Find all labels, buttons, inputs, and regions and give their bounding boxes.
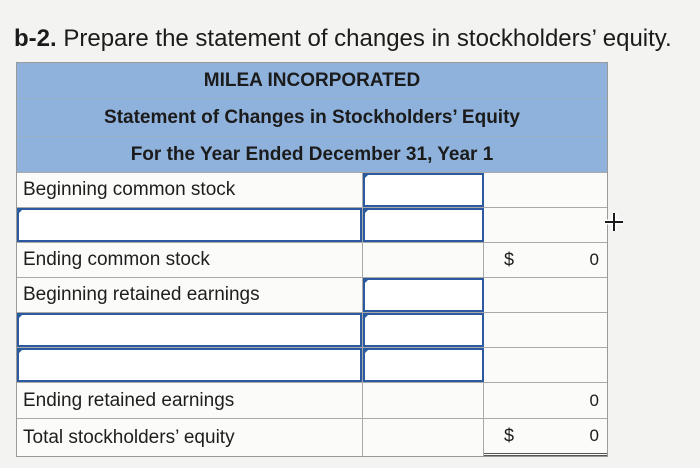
dropdown-triangle-icon (363, 173, 370, 180)
retained-earnings-item-1-select[interactable] (17, 313, 362, 347)
dropdown-triangle-icon (363, 348, 370, 355)
beginning-common-stock-input[interactable] (363, 173, 484, 207)
amount-cell (363, 348, 484, 382)
dropdown-triangle-icon (17, 313, 24, 320)
currency-symbol: $ (504, 425, 515, 446)
dropdown-triangle-icon (17, 208, 24, 215)
ending-retained-earnings-total: 0 (589, 390, 599, 410)
total-cell (484, 208, 607, 242)
question-prompt: Prepare the statement of changes in stockholders’ equity. (63, 25, 672, 52)
row-retained-earnings-item-1 (17, 313, 607, 348)
retained-earnings-item-1-input[interactable] (363, 313, 484, 347)
dropdown-triangle-icon (363, 313, 370, 320)
row-label: Total stockholders’ equity (17, 419, 363, 456)
common-stock-item-input[interactable] (363, 208, 484, 242)
dropdown-triangle-icon (363, 278, 370, 285)
common-stock-item-select[interactable] (17, 208, 362, 242)
question-part: b-2. (14, 25, 57, 52)
amount-cell (363, 419, 484, 456)
move-cursor-icon (604, 212, 624, 232)
amount-cell (363, 313, 484, 347)
question-text (14, 24, 672, 54)
total-stockholders-equity-value: 0 (589, 426, 599, 445)
row-ending-retained-earnings (17, 383, 607, 419)
amount-cell (363, 208, 484, 242)
row-common-stock-item (17, 208, 607, 243)
total-cell (484, 419, 607, 456)
dropdown-triangle-icon (17, 348, 24, 355)
row-beginning-retained-earnings (17, 278, 607, 313)
dropdown-triangle-icon (363, 208, 370, 215)
row-label: Beginning common stock (17, 173, 363, 207)
retained-earnings-item-2-select[interactable] (17, 348, 362, 382)
row-label: Ending common stock (17, 243, 363, 277)
statement-table (16, 62, 608, 457)
currency-symbol: $ (504, 249, 515, 270)
total-cell (484, 313, 607, 347)
retained-earnings-item-2-input[interactable] (363, 348, 484, 382)
label-cell (17, 208, 363, 242)
total-cell (484, 383, 607, 418)
company-name: MILEA INCORPORATED (17, 63, 607, 99)
row-label: Beginning retained earnings (17, 278, 363, 312)
total-cell (484, 173, 607, 207)
total-cell (484, 348, 607, 382)
total-cell (484, 243, 607, 277)
beginning-retained-earnings-input[interactable] (363, 278, 484, 312)
ending-common-stock-total: 0 (589, 250, 599, 269)
label-cell (17, 348, 363, 382)
amount-cell (363, 278, 484, 312)
statement-period: For the Year Ended December 31, Year 1 (17, 137, 607, 173)
amount-cell (363, 173, 484, 207)
row-retained-earnings-item-2 (17, 348, 607, 383)
statement-title: Statement of Changes in Stockholders’ Equity (17, 99, 607, 137)
row-label: Ending retained earnings (17, 383, 363, 418)
row-total-stockholders-equity (17, 419, 607, 456)
amount-cell (363, 243, 484, 277)
label-cell (17, 313, 363, 347)
row-ending-common-stock (17, 243, 607, 278)
row-beginning-common-stock (17, 173, 607, 208)
total-cell (484, 278, 607, 312)
amount-cell (363, 383, 484, 418)
